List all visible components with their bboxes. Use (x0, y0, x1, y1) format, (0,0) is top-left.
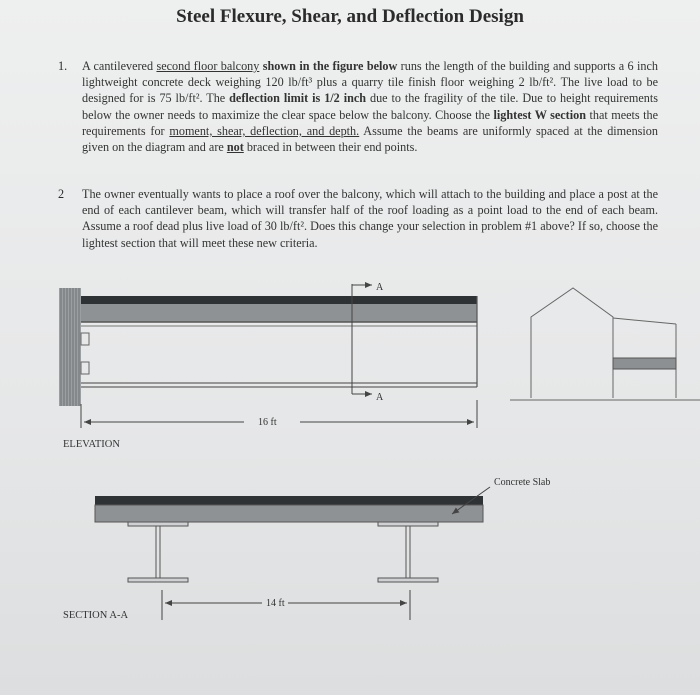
building-side-view (510, 288, 700, 400)
problem-1-segment: that meets the requirements for (82, 107, 659, 138)
span-label: 16 ft (258, 417, 277, 428)
section-marker-top: A (376, 282, 384, 293)
connection-tab-bottom (81, 362, 89, 374)
wall-hatch (61, 288, 79, 406)
problem-1-segment: due to the fragility of the tile. Due to height requirements below the owner needs to maximize the clear space below the balcony. Choose the (82, 91, 659, 122)
problem-1-segment: A cantilevered (82, 59, 157, 73)
elevation-beam-flange (81, 304, 477, 322)
page-title: Steel Flexure, Shear, and Deflection Design (176, 6, 524, 27)
section-beam-right (378, 522, 438, 582)
problem-1-segment: lightest W section (493, 107, 587, 122)
problem-1-segment: braced in between their end points. (243, 140, 418, 155)
elevation-slab (81, 296, 477, 304)
problem-1-segment: shown in the figure below (259, 59, 398, 73)
problem-1-segment: deflection limit is 1/2 inch (229, 91, 367, 106)
problem-1-segment: runs the length of the building and supports a 6 inch lightweight concrete deck weighing 120 lb/ft³ plus a quarry tile finish floor weighing 2 lb/ft². The live load to be designed for is 75 lb/ft². The (82, 59, 658, 106)
section-diagram (63, 477, 550, 621)
section-slab-top (95, 496, 483, 505)
elevation-label: ELEVATION (63, 439, 120, 450)
elevation-diagram (59, 282, 477, 450)
problem-2-segment: The owner eventually wants to place a roof over the balcony, which will attach to the building and place a post at the end of each cantilever beam, which will transfer half of the roof loading as a point load to the end of each beam. Assume a roof dead plus live load of 30 lb/ft². Does this change your selection in problem #1 above? If so, choose the lightest section that will meet these new criteria. (82, 187, 658, 250)
problem-1-number: 1. (58, 59, 68, 73)
section-beam-left (128, 522, 188, 582)
section-label: SECTION A-A (63, 610, 129, 621)
problem-1-segment: second floor balcony (156, 59, 260, 73)
problem-2-number: 2 (58, 187, 65, 201)
connection-tab-top (81, 333, 89, 345)
section-marker-bottom: A (376, 392, 384, 403)
problem-1-segment: not (226, 140, 244, 155)
slab-label: Concrete Slab (494, 477, 551, 488)
section-slab-body (95, 505, 483, 522)
problem-1-segment: Assume the beams are uniformly spaced at the dimension given on the diagram and are (82, 123, 658, 155)
problem-1-segment: moment, shear, deflection, and depth. (169, 123, 360, 138)
side-balcony-slab (613, 358, 676, 369)
spacing-label: 14 ft (266, 598, 285, 609)
